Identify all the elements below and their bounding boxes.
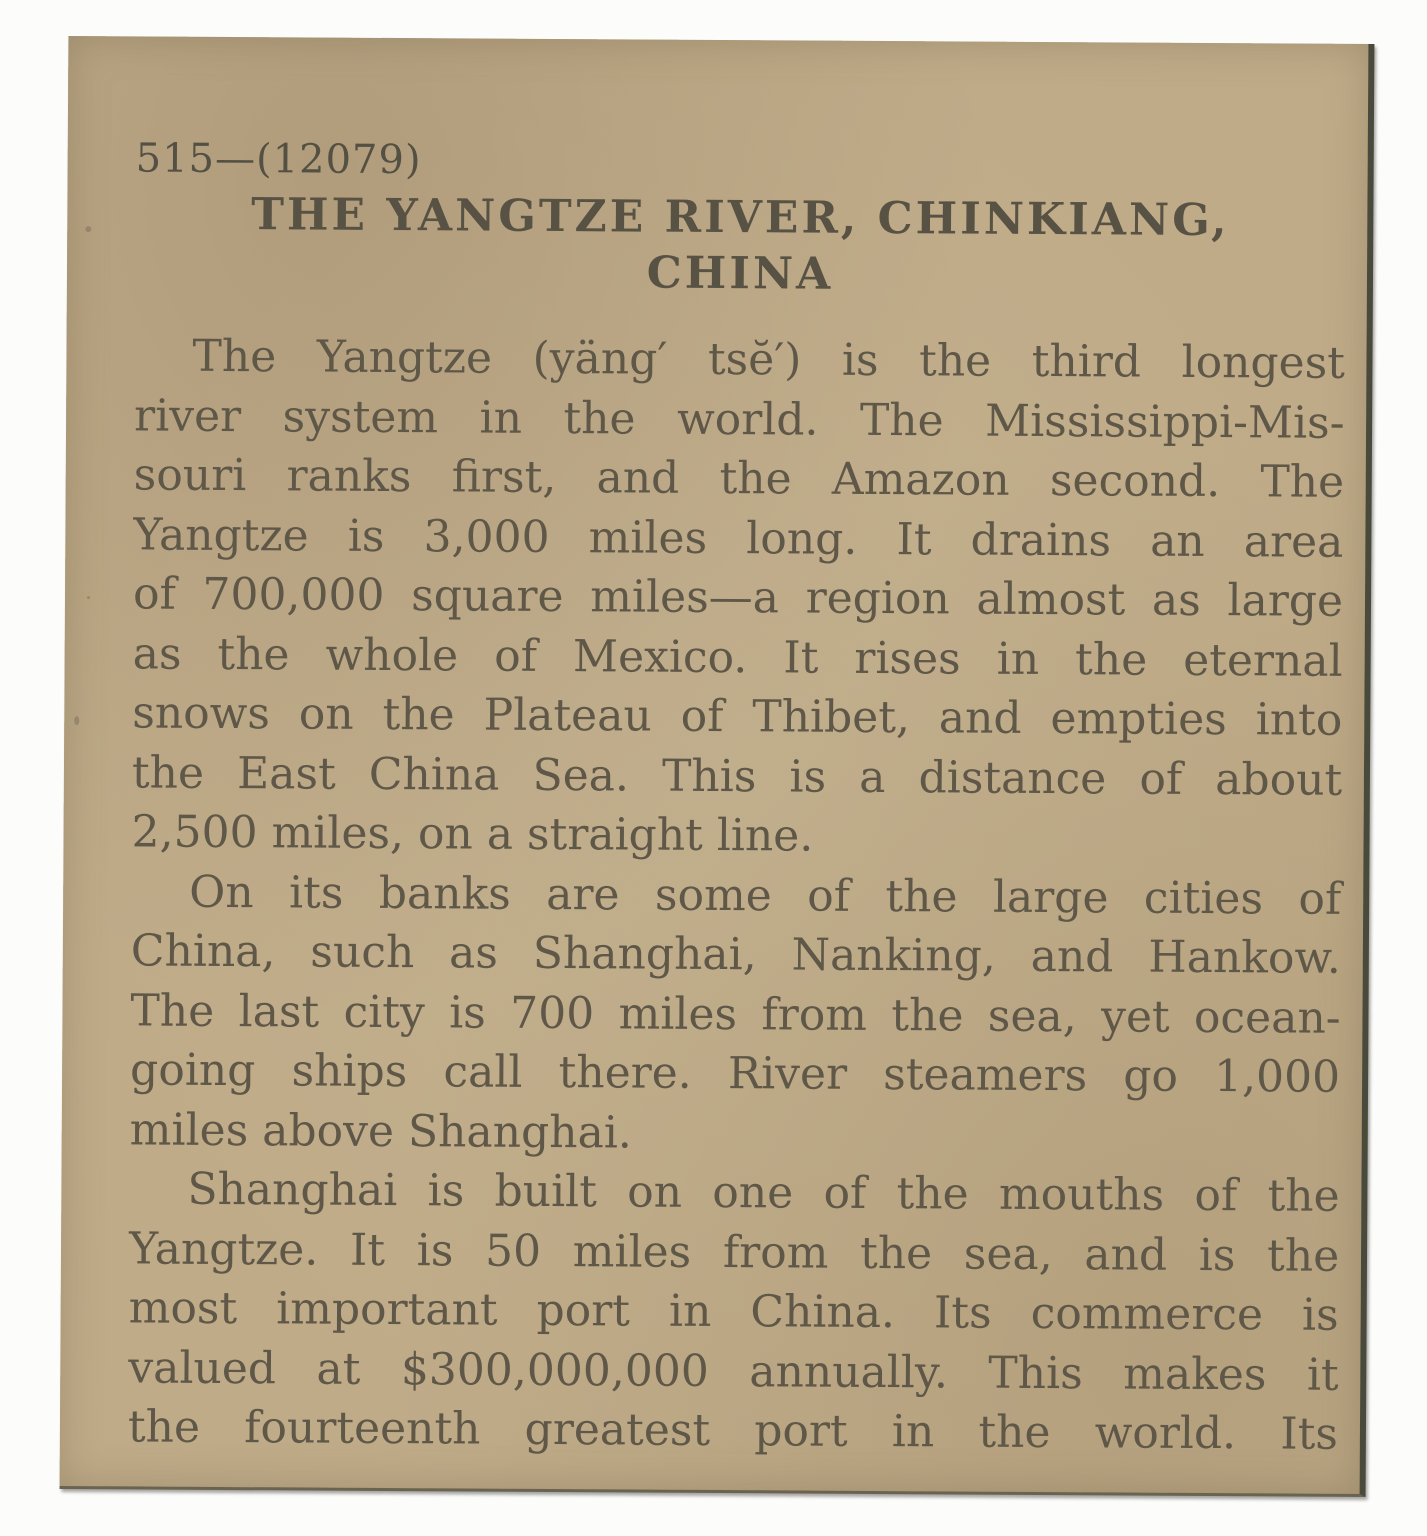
text-line: going ships call there. River steamers go 1,000: [129, 1044, 1341, 1103]
text-line: Yangtze is 3,000 miles long. It drains an area: [133, 508, 1344, 568]
text-line: as the whole of Mexico. It rises in the eternal: [132, 627, 1343, 687]
text-line: The Yangtze (yäng′ tsĕ′) is the third longest: [192, 330, 1346, 389]
text-line: the East China Sea. This is a distance of about: [131, 746, 1343, 806]
card-text: [128, 136, 1346, 1464]
text-line: miles above Shanghai.: [129, 1103, 633, 1158]
title-line: THE YANGTZE RIVER, CHINKIANG,: [251, 189, 1230, 247]
text-line: On its banks are some of the large cities of: [189, 866, 1342, 925]
stereoview-card-back: [60, 36, 1375, 1497]
text-line: 2,500 miles, on a straight line.: [131, 806, 814, 862]
text-line: Shanghai is built on one of the mouths of the: [187, 1163, 1340, 1222]
paper-speck: [85, 226, 91, 232]
paragraph-1: [131, 326, 1344, 869]
paper-speck: [87, 596, 90, 599]
text-line: of 700,000 square miles—a region almost as large: [132, 568, 1344, 627]
text-line: Yangtze. It is 50 miles from the sea, and is the: [128, 1222, 1340, 1282]
text-line: river system in the world. The Mississippi-Mis-: [133, 389, 1345, 449]
text-line: souri ranks first, and the Amazon second. The: [133, 449, 1345, 508]
text-line: most important port in China. Its commerce is: [128, 1282, 1339, 1341]
text-line: valued at $300,000,000 annually. This makes it: [128, 1341, 1339, 1401]
paragraph-3: [128, 1159, 1340, 1464]
card-number: 515—(12079): [135, 135, 422, 184]
text-line: the fourteenth greatest port in the world. Its: [127, 1401, 1339, 1460]
text-line: snows on the Plateau of Thibet, and empties into: [132, 687, 1343, 746]
paragraph-2: [130, 862, 1342, 1167]
text-line: China, such as Shanghai, Nanking, and Hankow.: [130, 925, 1341, 984]
card-title: [135, 186, 1346, 305]
text-line: The last city is 700 miles from the sea, yet ocean-: [130, 984, 1341, 1044]
title-line: CHINA: [646, 247, 834, 300]
paper-speck: [74, 716, 79, 725]
